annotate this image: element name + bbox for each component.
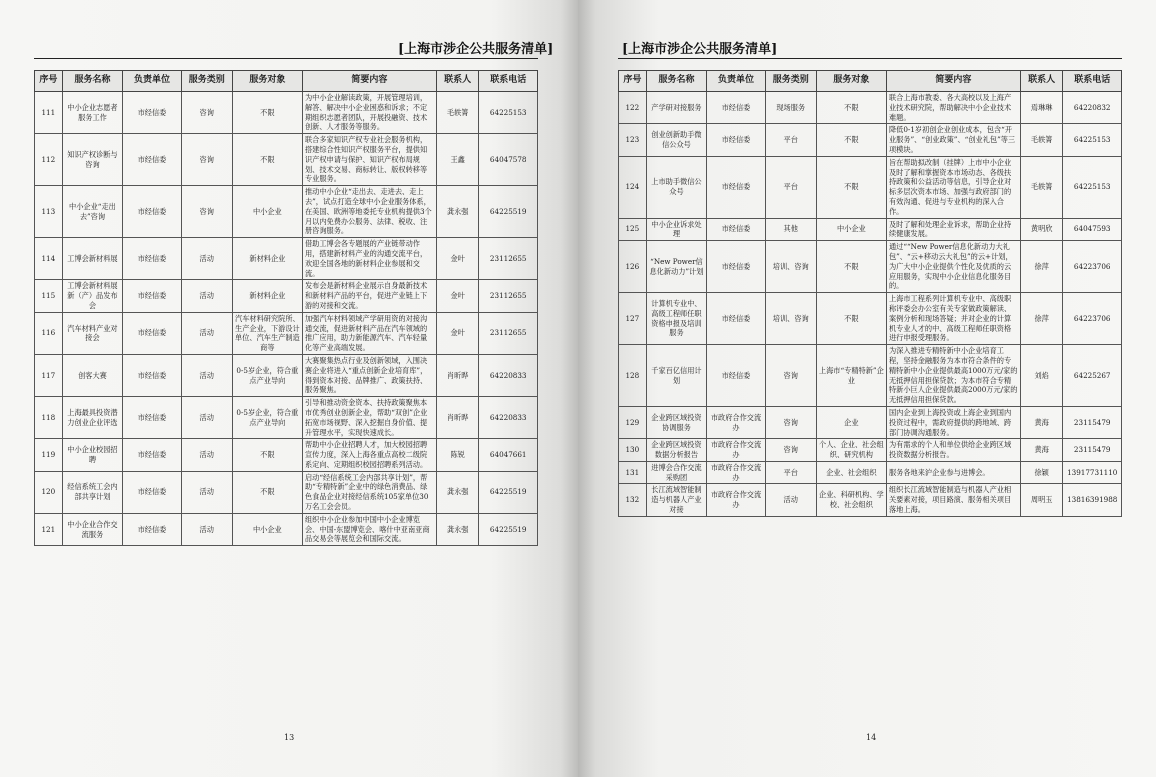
cell-no: 131 bbox=[619, 461, 647, 484]
col-header: 服务类别 bbox=[765, 71, 816, 92]
cell-target: 企业、社会组织 bbox=[816, 461, 886, 484]
cell-category: 平台 bbox=[765, 461, 816, 484]
cell-description: 帮助中小企业招聘人才，加大校园招聘宣传力度，深入上海各重点高校二级院系定向、定期组织校园招聘系列活动。 bbox=[302, 439, 436, 471]
cell-category: 活动 bbox=[181, 471, 232, 513]
service-table bbox=[618, 70, 1122, 517]
cell-category: 培训、咨询 bbox=[765, 241, 816, 293]
cell-service-name: 中小企业志愿者服务工作 bbox=[62, 92, 123, 134]
page-number: 14 bbox=[866, 733, 877, 742]
col-header: 简要内容 bbox=[302, 71, 436, 92]
col-header: 服务对象 bbox=[816, 71, 886, 92]
cell-target: 不限 bbox=[816, 156, 886, 218]
cell-phone: 64225519 bbox=[479, 186, 538, 238]
cell-no: 128 bbox=[619, 345, 647, 407]
cell-contact: 陈锐 bbox=[436, 439, 479, 471]
cell-phone: 23115479 bbox=[1063, 406, 1122, 438]
cell-no: 123 bbox=[619, 124, 647, 156]
table-row bbox=[35, 513, 538, 545]
cell-description: 借助工博会各专题展的产业链带动作用，搭建新材料产业的沟通交流平台，欢迎全国各地的新材料企业参展和交流。 bbox=[302, 238, 436, 280]
cell-contact: 龚永强 bbox=[436, 513, 479, 545]
cell-no: 122 bbox=[619, 92, 647, 124]
cell-contact: 王鑫 bbox=[436, 134, 479, 186]
cell-unit: 市经信委 bbox=[123, 134, 181, 186]
cell-phone: 64047578 bbox=[479, 134, 538, 186]
cell-phone: 13816391988 bbox=[1063, 484, 1122, 516]
table-row bbox=[35, 92, 538, 134]
cell-unit: 市经信委 bbox=[123, 92, 181, 134]
table-row bbox=[619, 124, 1122, 156]
cell-category: 平台 bbox=[765, 124, 816, 156]
cell-phone: 23112655 bbox=[479, 238, 538, 280]
cell-no: 124 bbox=[619, 156, 647, 218]
cell-no: 113 bbox=[35, 186, 63, 238]
cell-phone: 23115479 bbox=[1063, 439, 1122, 462]
col-header: 负责单位 bbox=[707, 71, 765, 92]
cell-phone: 64220833 bbox=[479, 354, 538, 396]
cell-category: 平台 bbox=[765, 156, 816, 218]
cell-target: 新材料企业 bbox=[232, 280, 302, 312]
table-row bbox=[35, 312, 538, 354]
cell-category: 培训、咨询 bbox=[765, 293, 816, 345]
cell-contact: 龚永强 bbox=[436, 186, 479, 238]
cell-description: 及时了解和处理企业诉求，帮助企业持续健康发展。 bbox=[886, 218, 1020, 241]
cell-description: 为中小企业解读政策，开展管理培训，解答、解决中小企业困惑和诉求；不定期组织志愿者团队，开展投融资、技术创新、人才服务等服务。 bbox=[302, 92, 436, 134]
cell-description: 旨在帮助拟改制（挂牌）上市中小企业及时了解和掌握资本市场动态、各级扶持政策和公益活动等信息，引导企业对标多层次资本市场、加强与政府部门的有效沟通、促进与专业机构的深入合作。 bbox=[886, 156, 1020, 218]
cell-no: 126 bbox=[619, 241, 647, 293]
cell-service-name: 计算机专业中、高级工程师任职资格申报及培训服务 bbox=[646, 293, 707, 345]
cell-target: 汽车材料研究院所、生产企业，下游设计单位、汽车生产制造商等 bbox=[232, 312, 302, 354]
col-header: 服务类别 bbox=[181, 71, 232, 92]
cell-category: 活动 bbox=[181, 397, 232, 439]
cell-category: 活动 bbox=[765, 484, 816, 516]
cell-service-name: 进博会合作交流采购团 bbox=[646, 461, 707, 484]
page-header: [上海市涉企公共服务清单] bbox=[622, 42, 778, 57]
cell-service-name: 工博会新材料展 bbox=[62, 238, 123, 280]
col-header: 联系电话 bbox=[1063, 71, 1122, 92]
cell-target: 不限 bbox=[232, 134, 302, 186]
table-row bbox=[619, 293, 1122, 345]
cell-no: 114 bbox=[35, 238, 63, 280]
cell-phone: 23112655 bbox=[479, 280, 538, 312]
cell-target: 不限 bbox=[816, 293, 886, 345]
cell-contact: 黄明欣 bbox=[1020, 218, 1063, 241]
table-row bbox=[619, 406, 1122, 438]
cell-category: 活动 bbox=[181, 238, 232, 280]
cell-contact: 金叶 bbox=[436, 312, 479, 354]
cell-no: 129 bbox=[619, 406, 647, 438]
cell-contact: 毛轶箐 bbox=[1020, 124, 1063, 156]
cell-category: 咨询 bbox=[765, 406, 816, 438]
cell-phone: 64223706 bbox=[1063, 241, 1122, 293]
cell-no: 118 bbox=[35, 397, 63, 439]
cell-unit: 市经信委 bbox=[707, 293, 765, 345]
cell-phone: 64225153 bbox=[1063, 124, 1122, 156]
cell-target: 中小企业 bbox=[232, 186, 302, 238]
cell-unit: 市政府合作交流办 bbox=[707, 461, 765, 484]
cell-contact: 肖昕晔 bbox=[436, 354, 479, 396]
cell-phone: 64225153 bbox=[479, 92, 538, 134]
cell-service-name: 产学研对接服务 bbox=[646, 92, 707, 124]
cell-unit: 市经信委 bbox=[123, 471, 181, 513]
cell-contact: 周明玉 bbox=[1020, 484, 1063, 516]
cell-phone: 64047593 bbox=[1063, 218, 1122, 241]
cell-unit: 市经信委 bbox=[123, 354, 181, 396]
cell-phone: 64225519 bbox=[479, 471, 538, 513]
col-header: 联系人 bbox=[436, 71, 479, 92]
cell-target: 企业 bbox=[816, 406, 886, 438]
cell-description: 启动“经信系统工会内部共享计划”，帮助“专精特新”企业中的绿色消费品、绿色食品企业对接经信系统105家单位30万名工会会员。 bbox=[302, 471, 436, 513]
cell-category: 咨询 bbox=[181, 92, 232, 134]
right-page bbox=[578, 0, 1156, 777]
table-row bbox=[619, 218, 1122, 241]
cell-unit: 市经信委 bbox=[123, 238, 181, 280]
cell-service-name: 中小企业合作交流服务 bbox=[62, 513, 123, 545]
cell-category: 活动 bbox=[181, 312, 232, 354]
table-row bbox=[619, 241, 1122, 293]
table-row bbox=[619, 461, 1122, 484]
cell-contact: 徐萍 bbox=[1020, 241, 1063, 293]
cell-service-name: 创客大赛 bbox=[62, 354, 123, 396]
cell-description: 联合上海市教委、各大高校以及上海产业技术研究院，帮助解决中小企业技术难题。 bbox=[886, 92, 1020, 124]
cell-unit: 市经信委 bbox=[123, 513, 181, 545]
cell-description: 为深入推进专精特新中小企业培育工程，坚持金融服务为本市符合条件的专精特新中小企业提供最高1000万元/家的无抵押信用担保贷款；为本市符合专精特新小巨人企业提供最高2000万元/家的无抵押信用担保贷款。 bbox=[886, 345, 1020, 407]
cell-unit: 市经信委 bbox=[123, 186, 181, 238]
cell-phone: 64225267 bbox=[1063, 345, 1122, 407]
cell-service-name: 汽车材料产业对接会 bbox=[62, 312, 123, 354]
cell-target: 0-5岁企业，符合重点产业导向 bbox=[232, 397, 302, 439]
table-row bbox=[619, 484, 1122, 516]
page-header: [上海市涉企公共服务清单] bbox=[398, 42, 554, 57]
cell-no: 119 bbox=[35, 439, 63, 471]
table-row bbox=[619, 439, 1122, 462]
cell-service-name: “New Power信息化新动力”计划 bbox=[646, 241, 707, 293]
cell-description: 推动中小企业“走出去、走进去、走上去”，试点打造全球中小企业服务体系，在美国、欧洲等地委托专业机构提供3个月以内免费办公服务、法律、税收、注册咨询服务。 bbox=[302, 186, 436, 238]
cell-service-name: 长江流域智能制造与机器人产业对接 bbox=[646, 484, 707, 516]
cell-category: 咨询 bbox=[765, 439, 816, 462]
cell-unit: 市政府合作交流办 bbox=[707, 439, 765, 462]
cell-service-name: 知识产权诊断与咨询 bbox=[62, 134, 123, 186]
cell-description: 联合多家知识产权专业社会服务机构，搭建综合性知识产权服务平台，提供知识产权申请与保护、知识产权布局规划、技术交易、商标转让、版权转移等专业服务。 bbox=[302, 134, 436, 186]
cell-service-name: 创业创新助手微信公众号 bbox=[646, 124, 707, 156]
col-header: 序号 bbox=[35, 71, 63, 92]
cell-contact: 金叶 bbox=[436, 238, 479, 280]
table-row bbox=[35, 186, 538, 238]
cell-category: 活动 bbox=[181, 513, 232, 545]
col-header: 联系人 bbox=[1020, 71, 1063, 92]
cell-service-name: 中小企业诉求处理 bbox=[646, 218, 707, 241]
service-table bbox=[34, 70, 538, 546]
cell-unit: 市经信委 bbox=[707, 345, 765, 407]
cell-phone: 64225519 bbox=[479, 513, 538, 545]
cell-no: 116 bbox=[35, 312, 63, 354]
cell-unit: 市经信委 bbox=[123, 280, 181, 312]
cell-contact: 黄海 bbox=[1020, 439, 1063, 462]
cell-description: 发布会是新材料企业展示自身最新技术和新材料产品的平台，促进产业链上下游的对接和交流。 bbox=[302, 280, 436, 312]
cell-description: 降低0-1岁初创企业创业成本，包含“开业服务”、“创业政策”、“创业礼包”等三项模块。 bbox=[886, 124, 1020, 156]
cell-description: 国内企业到上海投资或上海企业到国内投资过程中，需政府提供的跨地域、跨部门协调沟通服务。 bbox=[886, 406, 1020, 438]
cell-unit: 市政府合作交流办 bbox=[707, 406, 765, 438]
table-row bbox=[35, 439, 538, 471]
cell-description: 大赛聚集热点行业及创新领域，入围决赛企业将进入“重点创新企业培育库”，得到资本对接、品牌推广、政策扶持、服务聚焦。 bbox=[302, 354, 436, 396]
cell-description: 为有需求的个人和单位供给企业跨区域投资数据分析报告。 bbox=[886, 439, 1020, 462]
cell-unit: 市经信委 bbox=[123, 312, 181, 354]
table-row bbox=[35, 280, 538, 312]
cell-target: 0-5岁企业，符合重点产业导向 bbox=[232, 354, 302, 396]
cell-no: 112 bbox=[35, 134, 63, 186]
cell-contact: 焉琳琳 bbox=[1020, 92, 1063, 124]
cell-service-name: 中小企业校园招聘 bbox=[62, 439, 123, 471]
cell-unit: 市经信委 bbox=[707, 156, 765, 218]
cell-category: 活动 bbox=[181, 439, 232, 471]
col-header: 联系电话 bbox=[479, 71, 538, 92]
cell-no: 130 bbox=[619, 439, 647, 462]
table-row bbox=[619, 156, 1122, 218]
cell-unit: 市经信委 bbox=[123, 439, 181, 471]
cell-category: 现场服务 bbox=[765, 92, 816, 124]
cell-phone: 64220832 bbox=[1063, 92, 1122, 124]
cell-contact: 徐颖 bbox=[1020, 461, 1063, 484]
cell-target: 上海市“专精特新”企业 bbox=[816, 345, 886, 407]
cell-unit: 市经信委 bbox=[707, 241, 765, 293]
cell-no: 117 bbox=[35, 354, 63, 396]
col-header: 简要内容 bbox=[886, 71, 1020, 92]
cell-target: 企业、科研机构、学校、社会组织 bbox=[816, 484, 886, 516]
col-header: 服务对象 bbox=[232, 71, 302, 92]
table-row bbox=[35, 354, 538, 396]
cell-no: 111 bbox=[35, 92, 63, 134]
cell-no: 132 bbox=[619, 484, 647, 516]
cell-phone: 23112655 bbox=[479, 312, 538, 354]
cell-no: 115 bbox=[35, 280, 63, 312]
cell-target: 个人、企业、社会组织、研究机构 bbox=[816, 439, 886, 462]
cell-contact: 徐萍 bbox=[1020, 293, 1063, 345]
cell-contact: 黄海 bbox=[1020, 406, 1063, 438]
header-rule bbox=[618, 58, 1122, 59]
cell-service-name: 经信系统工会内部共享计划 bbox=[62, 471, 123, 513]
cell-no: 120 bbox=[35, 471, 63, 513]
table-row bbox=[35, 471, 538, 513]
cell-category: 咨询 bbox=[765, 345, 816, 407]
cell-contact: 毛轶箐 bbox=[1020, 156, 1063, 218]
cell-service-name: 上海最具投资潜力创业企业评选 bbox=[62, 397, 123, 439]
cell-contact: 肖昕晔 bbox=[436, 397, 479, 439]
table-header-row bbox=[35, 71, 538, 92]
cell-phone: 64047661 bbox=[479, 439, 538, 471]
table-row bbox=[35, 134, 538, 186]
col-header: 负责单位 bbox=[123, 71, 181, 92]
cell-service-name: 企业跨区域投资数据分析报告 bbox=[646, 439, 707, 462]
cell-service-name: 企业跨区域投资协调服务 bbox=[646, 406, 707, 438]
cell-target: 不限 bbox=[232, 439, 302, 471]
col-header: 服务名称 bbox=[646, 71, 707, 92]
cell-description: 引导和推动资金资本、扶持政策聚焦本市优秀创业创新企业，帮助“双创”企业拓宽市场视野、深入挖掘自身价值、提升管理水平，实现快速成长。 bbox=[302, 397, 436, 439]
cell-unit: 市经信委 bbox=[707, 124, 765, 156]
cell-no: 125 bbox=[619, 218, 647, 241]
cell-description: 组织中小企业参加中国中小企业博览会、中国-东盟博览会、喀什中亚南亚商品交易会等展览会和国际交流。 bbox=[302, 513, 436, 545]
cell-target: 中小企业 bbox=[816, 218, 886, 241]
col-header: 服务名称 bbox=[62, 71, 123, 92]
cell-target: 不限 bbox=[816, 241, 886, 293]
table-header-row bbox=[619, 71, 1122, 92]
table-row bbox=[619, 345, 1122, 407]
cell-unit: 市政府合作交流办 bbox=[707, 484, 765, 516]
cell-phone: 64223706 bbox=[1063, 293, 1122, 345]
cell-contact: 毛轶箐 bbox=[436, 92, 479, 134]
cell-category: 咨询 bbox=[181, 186, 232, 238]
cell-target: 不限 bbox=[816, 124, 886, 156]
table-row bbox=[35, 397, 538, 439]
col-header: 序号 bbox=[619, 71, 647, 92]
cell-contact: 刘焰 bbox=[1020, 345, 1063, 407]
cell-category: 活动 bbox=[181, 354, 232, 396]
cell-no: 121 bbox=[35, 513, 63, 545]
cell-target: 不限 bbox=[232, 471, 302, 513]
cell-unit: 市经信委 bbox=[707, 218, 765, 241]
cell-target: 不限 bbox=[816, 92, 886, 124]
cell-phone: 64225153 bbox=[1063, 156, 1122, 218]
cell-target: 中小企业 bbox=[232, 513, 302, 545]
cell-description: 组织长江流域智能制造与机器人产业相关要素对接，项目路演、服务相关项目落地上海。 bbox=[886, 484, 1020, 516]
cell-no: 127 bbox=[619, 293, 647, 345]
cell-description: 上海市工程系列计算机专业中、高级职称评委会办公室有关专家做政策解读、案例分析和现场答疑；并对企业的计算机专业人才的中、高级工程师任职资格进行申报受理服务。 bbox=[886, 293, 1020, 345]
cell-description: 通过““New Power信息化新动力大礼包”、“云+移动云大礼包”的云+计划，为广大中小企业提供个性化及优质的云应用服务，实现中小企业信息化服务目的。 bbox=[886, 241, 1020, 293]
table-row bbox=[35, 238, 538, 280]
cell-target: 新材料企业 bbox=[232, 238, 302, 280]
cell-unit: 市经信委 bbox=[707, 92, 765, 124]
cell-description: 加强汽车材料领域产学研用资的对接沟通交流，促进新材料产品在汽车领域的推广应用，助力新能源汽车、汽车轻量化等产业高端发展。 bbox=[302, 312, 436, 354]
cell-contact: 龚永强 bbox=[436, 471, 479, 513]
cell-service-name: 上市助手微信公众号 bbox=[646, 156, 707, 218]
page-number: 13 bbox=[284, 733, 295, 742]
cell-phone: 64220833 bbox=[479, 397, 538, 439]
cell-category: 活动 bbox=[181, 280, 232, 312]
cell-contact: 金叶 bbox=[436, 280, 479, 312]
table-row bbox=[619, 92, 1122, 124]
cell-target: 不限 bbox=[232, 92, 302, 134]
cell-service-name: 中小企业“走出去”咨询 bbox=[62, 186, 123, 238]
cell-phone: 13917731110 bbox=[1063, 461, 1122, 484]
cell-service-name: 工博会新材料展新（产）品发布会 bbox=[62, 280, 123, 312]
cell-category: 其他 bbox=[765, 218, 816, 241]
cell-unit: 市经信委 bbox=[123, 397, 181, 439]
cell-category: 咨询 bbox=[181, 134, 232, 186]
cell-description: 服务各地来沪企业参与进博会。 bbox=[886, 461, 1020, 484]
header-rule bbox=[34, 58, 538, 59]
cell-service-name: 千家百亿信用计划 bbox=[646, 345, 707, 407]
